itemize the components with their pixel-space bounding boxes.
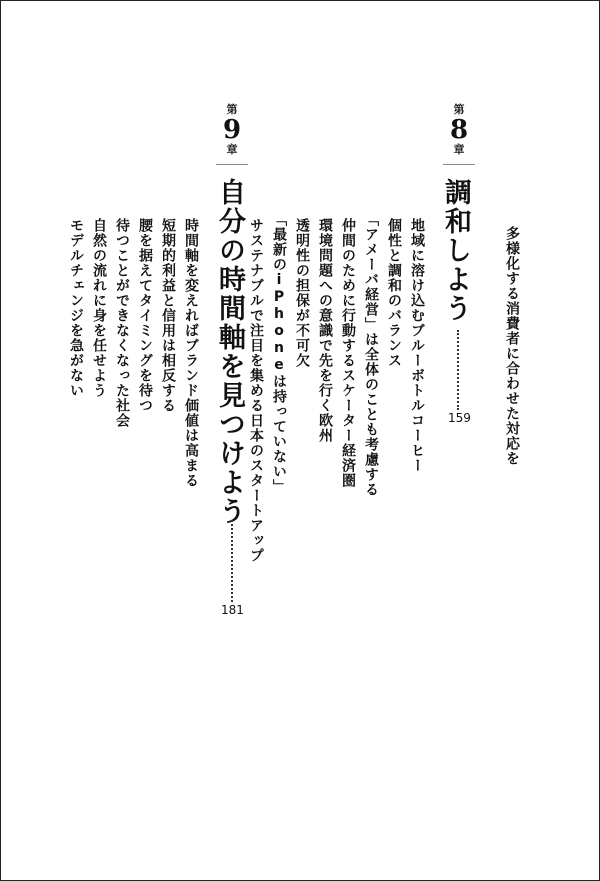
chapter-8-item-1[interactable]: 多様化する消費者に合わせた対応を [504,226,520,466]
chapter-8-item-3[interactable]: 個性と調和のバランス [386,218,402,368]
chapter-8-number: 8 [449,115,469,145]
chapter-9-item-5[interactable]: 自然の流れに身を任せよう [91,218,107,398]
chapter-9-heading [217,104,247,155]
chapter-9-leader-dots [231,520,233,602]
chapter-8-leader-dots [457,330,459,410]
chapter-8-item-7[interactable]: 透明性の担保が不可欠 [294,218,310,368]
chapter-8-item-9[interactable]: サステナブルで注目を集める日本のスタートアップ [248,218,264,563]
chapter-8-page-number[interactable]: 159 [448,411,471,425]
chapter-8-label-bottom: 章 [453,143,465,156]
chapter-8-item-4[interactable]: 「アメーバ経営」は全体のことも考慮する [363,212,379,497]
chapter-8-item-6[interactable]: 環境問題への意識で先を行く欧州 [317,218,333,443]
chapter-9-item-1[interactable]: 時間軸を変えればブランド価値は高まる [183,218,199,488]
chapter-9-item-6[interactable]: モデルチェンジを急がない [68,218,84,398]
chapter-8-label-top: 第 [453,103,465,116]
chapter-9-item-3[interactable]: 腰を据えてタイミングを待つ [137,218,153,413]
chapter-8-item-2[interactable]: 地域に溶け込むブルーボトルコーヒー [409,218,425,473]
chapter-9-title[interactable]: 自分の時間軸を見つけよう [214,178,245,526]
chapter-9-item-4[interactable]: 待つことができなくなった社会 [114,218,130,428]
chapter-9-item-2[interactable]: 短期的利益と信用は相反する [160,218,176,413]
chapter-9-label-bottom: 章 [226,143,238,156]
chapter-9-label-top: 第 [226,103,238,116]
chapter-8-heading [444,104,474,155]
chapter-9-page-number[interactable]: 181 [221,603,244,617]
chapter-8-title[interactable]: 調和しよう [440,178,471,323]
chapter-8-item-8[interactable]: 「最新のiPhoneは持っていない」 [271,212,287,494]
chapter-9-rule [216,164,248,165]
chapter-9-number: 9 [222,115,242,145]
chapter-8-item-5[interactable]: 仲間のために行動するスケーター経済圏 [340,218,356,488]
chapter-8-rule [443,164,475,165]
